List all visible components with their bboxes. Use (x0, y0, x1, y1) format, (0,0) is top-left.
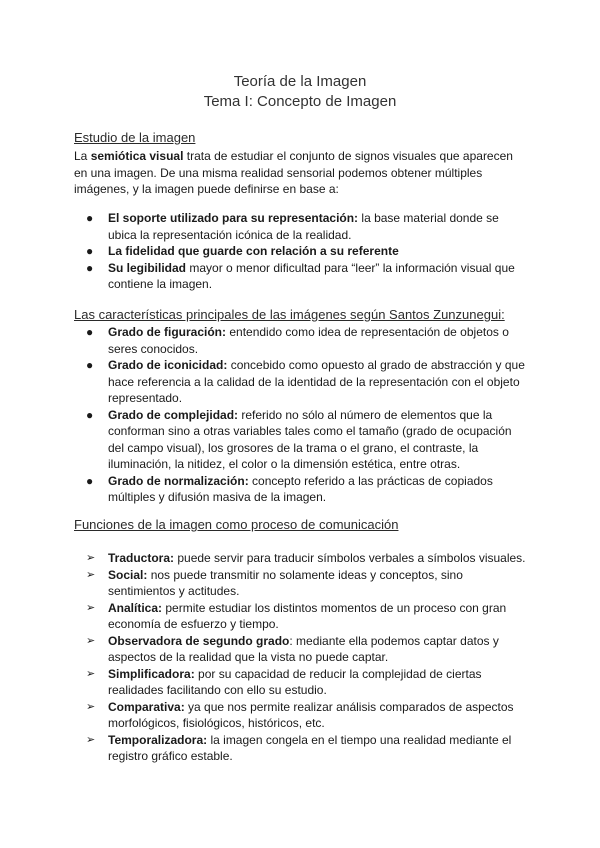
bullet-marker: ● (86, 260, 94, 275)
section-heading-estudio: Estudio de la imagen (74, 130, 196, 145)
section1-intro (74, 148, 526, 198)
arrow-marker: ➢ (86, 601, 96, 614)
item-bold: Observadora de segundo grado (108, 633, 290, 648)
item-text: la base material donde se ubica la representación icónica de la realidad. (108, 211, 499, 242)
title-line-1: Teoría de la Imagen (233, 73, 367, 90)
intro-pre: La (74, 149, 91, 163)
item-bold: La fidelidad que guarde con relación a su referente (108, 244, 399, 258)
item-bold: Su legibilidad (108, 260, 187, 275)
section3-list (86, 550, 526, 765)
bullet-marker: ● (86, 358, 94, 372)
section2-list (86, 324, 526, 506)
document-title (0, 72, 600, 112)
intro-post: trata de estudiar el conjunto de signos visuales que aparecen en una imagen. De una misma realidad sensorial podemos obtener múltiples imágenes, y la imagen puede definirse en base a: (74, 149, 513, 196)
intro-bold: semiótica visual (90, 149, 184, 163)
list-item (86, 357, 526, 407)
item-bold: Comparativa: (108, 699, 185, 714)
item-text: puede servir para traducir símbolos verbales a símbolos visuales. (174, 551, 526, 565)
item-bold: Grado de figuración: (108, 325, 227, 339)
item-text: mayor o menor dificultad para “leer” la información visual que contiene la imagen. (108, 260, 515, 291)
bullet-marker: ● (86, 407, 94, 422)
list-item (86, 567, 526, 600)
title-line-2: Tema I: Concepto de Imagen (203, 93, 397, 110)
item-text: concebido como opuesto al grado de abstracción y que hace referencia a la calidad de la identidad de la representación con el objeto representado. (108, 358, 525, 405)
list-item (86, 243, 526, 260)
list-item (86, 324, 526, 357)
item-text: : mediante ella podemos captar datos y aspectos de la realidad que la vista no puede captar. (108, 633, 499, 664)
item-bold: El soporte utilizado para su representación: (108, 211, 359, 225)
bullet-marker: ● (86, 473, 94, 488)
arrow-marker: ➢ (86, 667, 96, 680)
arrow-marker: ➢ (86, 568, 96, 581)
section-heading-caracteristicas: Las características principales de las imágenes según Santos Zunzunegui: (74, 307, 505, 322)
list-item (86, 260, 526, 293)
item-bold: Grado de iconicidad: (108, 358, 228, 372)
arrow-marker: ➢ (86, 733, 96, 746)
bullet-marker: ● (86, 325, 94, 339)
item-text: por su capacidad de reducir la complejidad de ciertas realidades facilitando con ello su estudio. (108, 666, 482, 697)
item-bold: Simplificadora: (108, 666, 195, 681)
bullet-marker: ● (86, 244, 94, 258)
list-item (86, 666, 526, 699)
arrow-marker: ➢ (86, 552, 96, 564)
item-bold: Temporalizadora: (108, 732, 208, 747)
item-text: la imagen congela en el tiempo una realidad mediante el registro gráfico estable. (108, 732, 512, 763)
item-bold: Grado de normalización: (108, 473, 249, 488)
arrow-marker: ➢ (86, 700, 96, 713)
list-item (86, 407, 526, 473)
item-text: referido no sólo al número de elementos que la conforman sino a otras variables tales como el tamaño (grado de ocupación del campo visual), los grosores de la trama o el grano, el contraste, la iluminación, la nitidez, el color o la dimensión estética, entre otras. (108, 407, 512, 471)
item-bold: Social: (108, 567, 148, 582)
item-text: concepto referido a las prácticas de copiados múltiples y difusión masiva de la imagen. (108, 473, 493, 504)
bullet-marker: ● (86, 211, 94, 225)
list-item (86, 699, 526, 732)
item-text: ya que nos permite realizar análisis comparados de aspectos morfológicos, fisiológicos, históricos, etc. (108, 699, 514, 730)
list-item (86, 600, 526, 633)
list-item (86, 210, 526, 243)
list-item (86, 550, 526, 567)
item-text: entendido como idea de representación de objetos o seres conocidos. (108, 325, 509, 356)
item-bold: Traductora: (108, 551, 175, 565)
item-bold: Analítica: (108, 600, 163, 615)
arrow-marker: ➢ (86, 634, 96, 647)
list-item (86, 732, 526, 765)
list-item (86, 633, 526, 666)
list-item (86, 473, 526, 506)
item-text: permite estudiar los distintos momentos de un proceso con gran economía de esfuerzo y tiempo. (108, 600, 507, 631)
section1-list (86, 210, 526, 293)
item-bold: Grado de complejidad: (108, 407, 239, 422)
item-text: nos puede transmitir no solamente ideas y conceptos, sino sentimientos y actitudes. (108, 567, 463, 598)
section-heading-funciones: Funciones de la imagen como proceso de comunicación (74, 517, 399, 532)
